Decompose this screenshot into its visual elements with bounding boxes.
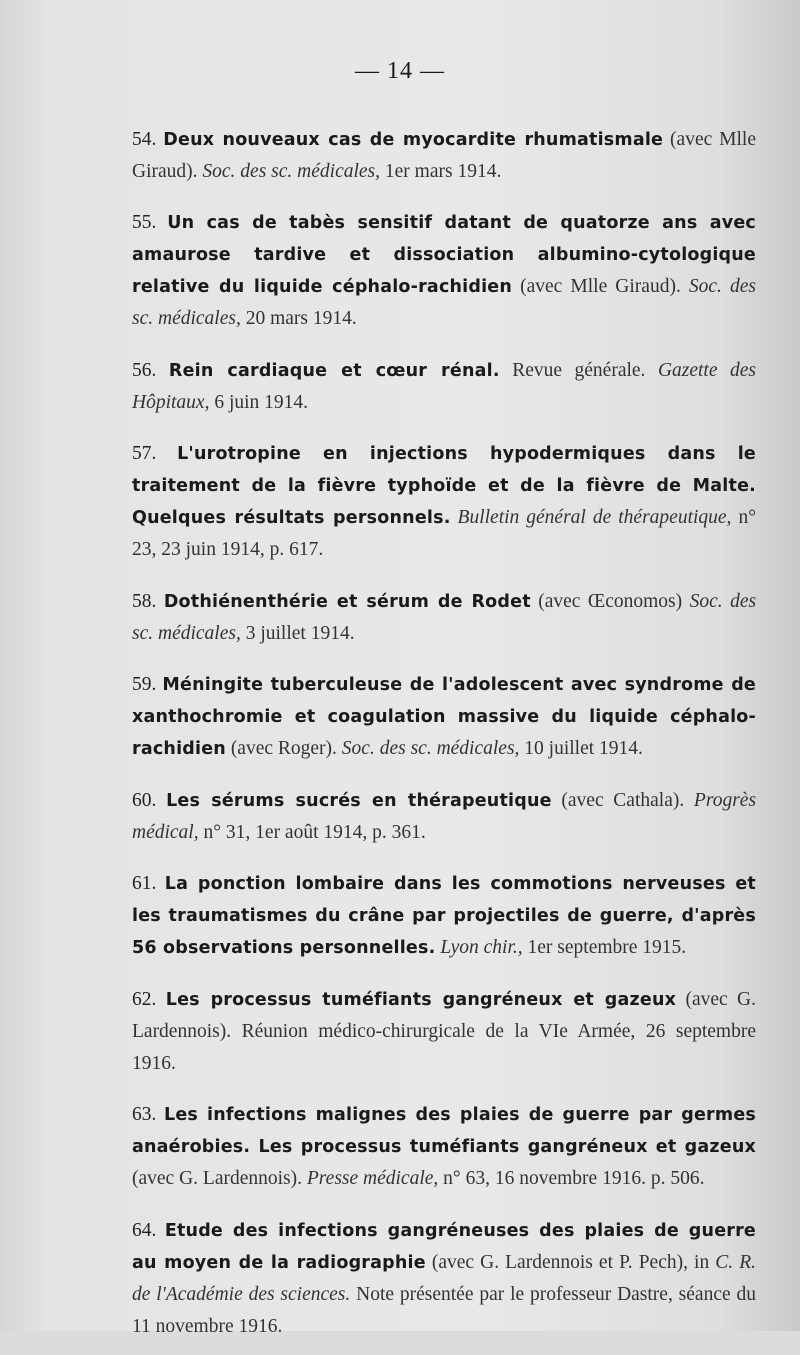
entry-journal: Presse médicale, — [306, 1168, 439, 1189]
entry-number: 54. — [132, 128, 157, 150]
bibliography-entry — [132, 785, 756, 849]
entry-details: 1er mars 1914. — [384, 160, 502, 182]
entry-coauthors: (avec G. Lardennois et P. Pech), in — [431, 1251, 710, 1273]
entry-number: 58. — [132, 590, 157, 612]
entry-coauthors: (avec Mlle Giraud). — [520, 276, 681, 297]
bibliography-entry — [132, 1099, 756, 1195]
entry-number: 57. — [132, 443, 157, 464]
entry-title: Méningite tuberculeuse de l'adolescent avec syndrome de xanthochromie et coagulation massive du liquide céphalo-rachidien — [132, 675, 756, 759]
bibliography-list — [132, 104, 756, 1355]
entry-details: 6 juin 1914. — [214, 391, 309, 413]
entry-details: Note présentée par le professeur Dastre, séance du 11 novembre 1916. — [132, 1283, 756, 1337]
entry-details: 1er septembre 1915. — [527, 937, 687, 958]
bibliography-entry — [132, 984, 756, 1080]
page-number: — 14 — — [355, 58, 445, 84]
entry-journal: Soc. des sc. médicales, — [132, 276, 757, 329]
entry-title: Les infections malignes des plaies de guerre par germes anaérobies. Les processus tuméfiants gangréneux et gazeux — [132, 1105, 757, 1157]
entry-journal: Progrès médical, — [132, 789, 757, 843]
bibliography-entry — [132, 438, 756, 566]
entry-number: 64. — [132, 1219, 157, 1241]
entry-number: 60. — [132, 789, 157, 811]
entry-number: 59. — [132, 674, 157, 695]
entry-journal: Lyon chir., — [440, 937, 523, 958]
bibliography-entry — [132, 669, 756, 765]
entry-title: Un cas de tabès sensitif datant de quatorze ans avec amaurose tardive et dissociation albumino-cytologique relative du liquide céphalo-rachidien — [132, 213, 756, 297]
bibliography-entry — [132, 586, 756, 650]
entry-number: 61. — [132, 873, 157, 894]
entry-title: Les processus tuméfiants gangréneux et gazeux — [165, 989, 677, 1010]
bibliography-entry — [132, 124, 756, 188]
entry-details: n° 23, 23 juin 1914, p. 617. — [132, 507, 756, 560]
entry-journal: Soc. des sc. médicales, — [132, 590, 757, 644]
entry-title: La ponction lombaire dans les commotions nerveuses et les traumatismes du crâne par projectiles de guerre, d'après 56 observations personnelles. — [132, 874, 756, 958]
entry-coauthors: (avec Œconomos) — [538, 590, 683, 612]
entry-title: Dothiénenthérie et sérum de Rodet — [163, 591, 531, 612]
entry-title: Etude des infections gangréneuses des plaies de guerre au moyen de la radiographie — [132, 1220, 756, 1273]
entry-number: 55. — [132, 212, 157, 233]
entry-title: Les sérums sucrés en thérapeutique — [166, 790, 552, 811]
entry-journal: Gazette des Hôpitaux, — [132, 359, 757, 413]
entry-coauthors: (avec Roger). — [230, 738, 337, 759]
entry-details: 20 mars 1914. — [245, 308, 357, 329]
entry-number: 63. — [132, 1104, 157, 1125]
bibliography-entry — [132, 207, 756, 335]
entry-number: 56. — [132, 359, 157, 381]
entry-journal: Soc. des sc. médicales, — [341, 738, 520, 759]
bibliography-entry — [132, 1215, 756, 1343]
entry-coauthors: (avec Mlle Giraud). — [132, 128, 756, 182]
entry-title: L'urotropine en injections hypodermiques dans le traitement de la fièvre typhoïde et de la fièvre de Malte. Quelques résultats personnels. — [132, 444, 756, 528]
bibliography-entry — [132, 355, 756, 419]
entry-number: 62. — [132, 988, 157, 1010]
entry-details: n° 31, 1er août 1914, p. 361. — [203, 821, 426, 843]
entry-details: 10 juillet 1914. — [524, 738, 643, 759]
entry-coauthors: (avec G. Lardennois). — [132, 988, 757, 1042]
entry-details: Réunion médico-chirurgicale de la VIe Armée, 26 septembre 1916. — [132, 1020, 756, 1074]
bibliography-entry — [132, 868, 756, 964]
entry-title: Deux nouveaux cas de myocardite rhumatismale — [163, 129, 664, 150]
entry-coauthors: (avec G. Lardennois). — [132, 1168, 303, 1189]
entry-details: n° 63, 16 novembre 1916. p. 506. — [443, 1168, 705, 1189]
entry-title: Rein cardiaque et cœur rénal. — [168, 360, 500, 381]
entry-journal: C. R. de l'Académie des sciences. — [132, 1251, 756, 1305]
entry-note: Revue générale. — [512, 359, 646, 381]
entry-journal: Bulletin général de thérapeutique, — [457, 507, 732, 528]
entry-journal: Soc. des sc. médicales, — [202, 160, 381, 182]
entry-details: 3 juillet 1914. — [245, 622, 355, 644]
entry-coauthors: (avec Cathala). — [561, 789, 685, 811]
